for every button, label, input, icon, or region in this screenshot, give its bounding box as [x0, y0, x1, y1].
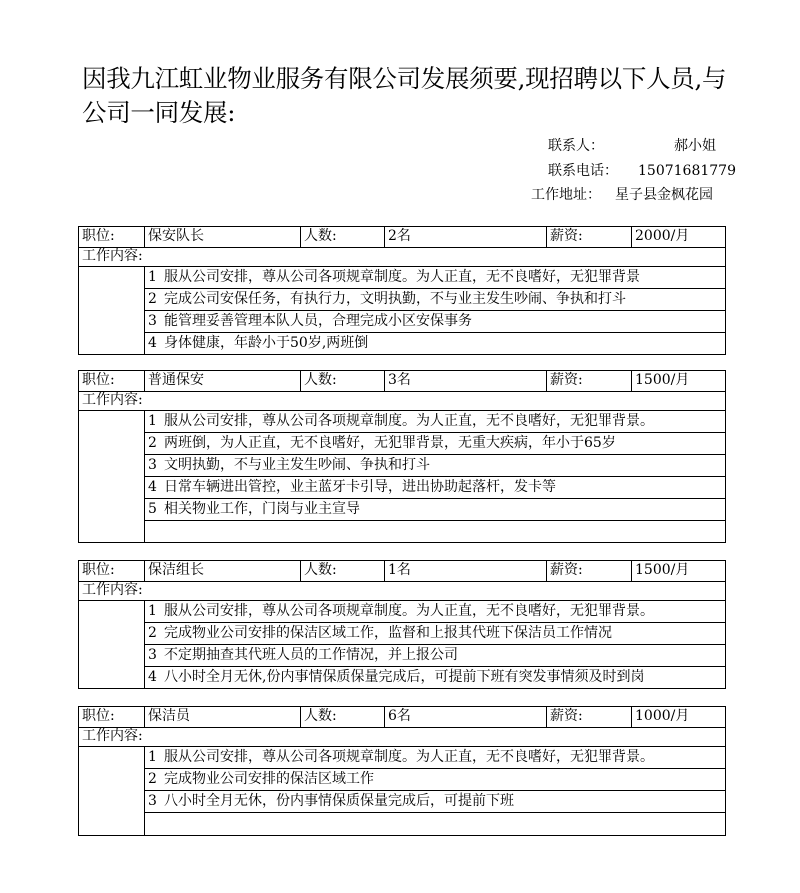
duty-item	[145, 623, 725, 645]
duty-list	[145, 601, 725, 688]
duty-list	[145, 267, 725, 354]
position-value: 保安队长	[145, 227, 301, 247]
job-header-row	[79, 227, 725, 248]
duties-gutter	[79, 267, 145, 354]
duty-item	[145, 667, 725, 688]
duty-text: 八小时全月无休,份内事情保质保量完成后，可提前下班有突发事情须及时到岗	[164, 669, 645, 685]
salary-value: 1000/月	[635, 708, 690, 724]
duty-text: 不定期抽查其代班人员的工作情况，并上报公司	[164, 647, 458, 663]
duties-body	[79, 267, 725, 354]
duty-item	[145, 645, 725, 667]
salary-label: 薪资:	[547, 371, 632, 391]
work-address	[531, 185, 731, 205]
job-table	[78, 706, 726, 836]
duty-text: 能管理妥善管理本队人员，合理完成小区安保事务	[164, 313, 472, 329]
duty-item	[145, 499, 725, 521]
position-label: 职位:	[79, 371, 145, 391]
duty-number: 3	[148, 647, 157, 663]
duty-item	[145, 791, 725, 813]
duty-text: 两班倒，为人正直，无不良嗜好，无犯罪背景，无重大疾病，年小于65岁	[164, 435, 616, 451]
salary-value: 2000/月	[635, 228, 690, 244]
duty-item	[145, 477, 725, 499]
job-header-row	[79, 561, 725, 582]
duty-text: 八小时全月无休，份内事情保质保量完成后，可提前下班	[164, 793, 514, 809]
position-value: 普通保安	[145, 371, 301, 391]
duty-item	[145, 769, 725, 791]
duty-item	[145, 333, 725, 354]
duties-body	[79, 411, 725, 542]
duties-label: 工作内容:	[79, 582, 725, 601]
duty-number: 5	[148, 501, 157, 517]
salary-value: 1500/月	[635, 562, 690, 578]
work-address-value: 星子县金枫花园	[615, 187, 713, 203]
job-header-row	[79, 371, 725, 392]
duty-item	[145, 411, 725, 433]
duties-label: 工作内容:	[79, 248, 725, 267]
job-table	[78, 226, 726, 355]
duty-number: 4	[148, 479, 157, 495]
duty-number: 3	[148, 313, 157, 329]
contact-phone	[548, 161, 736, 181]
duty-text: 相关物业工作，门岗与业主宣导	[164, 501, 360, 517]
duty-number: 2	[148, 771, 157, 787]
salary-value: 1500/月	[635, 372, 690, 388]
contact-person-value: 郝小姐	[674, 138, 716, 154]
duty-list	[145, 747, 725, 835]
contact-person	[548, 136, 728, 156]
job-header-row	[79, 707, 725, 728]
job-table	[78, 370, 726, 543]
salary-label: 薪资:	[547, 227, 632, 247]
count-label: 人数:	[301, 227, 385, 247]
duty-text: 服从公司安排，尊从公司各项规章制度。为人正直，无不良嗜好，无犯罪背景。	[164, 413, 654, 429]
duties-body	[79, 601, 725, 688]
duty-text: 文明执勤，不与业主发生吵闹、争执和打斗	[164, 457, 430, 473]
duty-item	[145, 289, 725, 311]
position-value: 保洁组长	[145, 561, 301, 581]
count-value: 1名	[385, 561, 547, 581]
duty-number: 2	[148, 291, 157, 307]
position-label: 职位:	[79, 227, 145, 247]
duty-number: 2	[148, 435, 157, 451]
contact-phone-value: 15071681779	[638, 163, 736, 179]
duty-item	[145, 267, 725, 289]
salary-label: 薪资:	[547, 561, 632, 581]
duty-item	[145, 601, 725, 623]
position-label: 职位:	[79, 707, 145, 727]
duty-number: 3	[148, 457, 157, 473]
job-table	[78, 560, 726, 689]
duty-number: 4	[148, 669, 157, 685]
count-label: 人数:	[301, 371, 385, 391]
duty-item-empty	[145, 813, 725, 835]
duty-list	[145, 411, 725, 542]
duty-item-empty	[145, 521, 725, 542]
duty-number: 1	[148, 749, 157, 765]
duty-text: 完成物业公司安排的保洁区域工作，监督和上报其代班下保洁员工作情况	[164, 625, 612, 641]
count-label: 人数:	[301, 707, 385, 727]
duties-label: 工作内容:	[79, 728, 725, 747]
position-value: 保洁员	[145, 707, 301, 727]
duty-text: 完成物业公司安排的保洁区域工作	[164, 771, 374, 787]
duties-label: 工作内容:	[79, 392, 725, 411]
count-label: 人数:	[301, 561, 385, 581]
count-value: 6名	[385, 707, 547, 727]
duty-text: 完成公司安保任务，有执行力，文明执勤，不与业主发生吵闹、争执和打斗	[164, 291, 626, 307]
duty-text: 身体健康，年龄小于50岁,两班倒	[164, 335, 369, 351]
contact-phone-label: 联系电话：	[548, 163, 618, 179]
duty-text: 服从公司安排，尊从公司各项规章制度。为人正直，无不良嗜好，无犯罪背景。	[164, 603, 654, 619]
duty-number: 2	[148, 625, 157, 641]
salary-label: 薪资:	[547, 707, 632, 727]
duty-text: 服从公司安排，尊从公司各项规章制度。为人正直，无不良嗜好，无犯罪背景	[164, 269, 640, 285]
count-value: 2名	[385, 227, 547, 247]
duty-item	[145, 311, 725, 333]
duty-number: 4	[148, 335, 157, 351]
duty-number: 1	[148, 413, 157, 429]
duties-gutter	[79, 411, 145, 542]
duties-gutter	[79, 601, 145, 688]
duty-number: 3	[148, 793, 157, 809]
duty-item	[145, 433, 725, 455]
recruitment-intro: 因我九江虹业物业服务有限公司发展须要,现招聘以下人员,与公司一同发展:	[82, 64, 727, 127]
count-value: 3名	[385, 371, 547, 391]
duty-text: 服从公司安排，尊从公司各项规章制度。为人正直，无不良嗜好，无犯罪背景。	[164, 749, 654, 765]
duty-item	[145, 747, 725, 769]
duty-text: 日常车辆进出管控，业主蓝牙卡引导，进出协助起落杆，发卡等	[164, 479, 556, 495]
duties-body	[79, 747, 725, 835]
duties-gutter	[79, 747, 145, 835]
position-label: 职位:	[79, 561, 145, 581]
duty-number: 1	[148, 269, 157, 285]
duty-item	[145, 455, 725, 477]
work-address-label: 工作地址：	[531, 187, 601, 203]
contact-person-label: 联系人：	[548, 138, 604, 154]
duty-number: 1	[148, 603, 157, 619]
